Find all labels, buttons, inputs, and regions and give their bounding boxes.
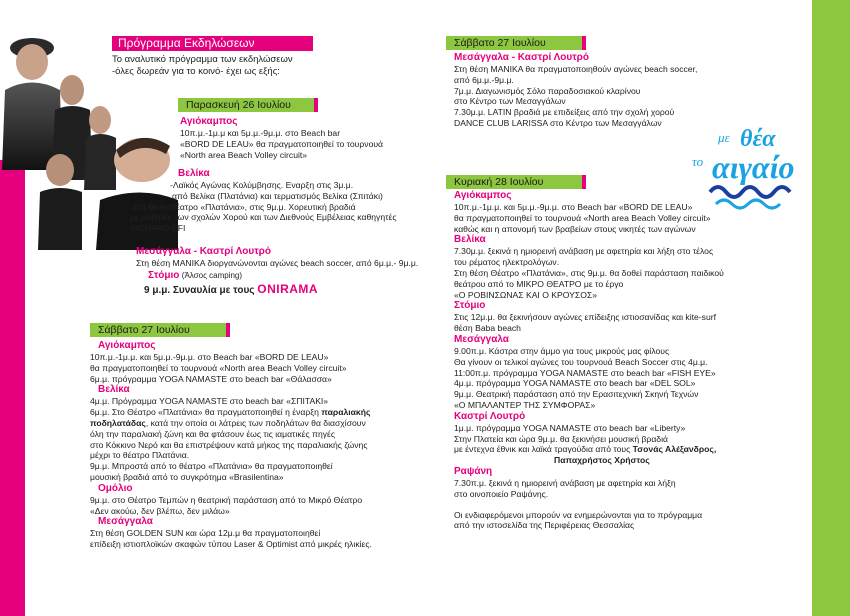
left-day2-loc2-line: , κατά την οποία οι λάτρεις των ποδηλάτων θα διασχίσουν xyxy=(145,417,366,428)
left-day2-loc2-line: μέχρι το θέατρο Πλατάνια. xyxy=(90,450,190,461)
right-day2-loc3-line: θέση Baba beach xyxy=(454,323,521,334)
logo-wave xyxy=(716,200,780,208)
left-day2-loc2-line: στο Κόκκινο Νερό και θα επιστρέψουν κατά μήκος της παραλιακής ζώνης xyxy=(90,439,368,450)
left-day2-loc2-line: όλη την παραλιακή ζώνη και θα φτάσουν έως τις ιαματικές πηγές xyxy=(90,428,335,439)
right-day2-loc4: Μεσάγγαλα xyxy=(454,333,509,345)
right-day2-loc4-line: «Ο ΜΠΑΛΑΝΤΕΡ ΤΗΣ ΣΥΜΦΟΡΑΣ» xyxy=(454,399,596,410)
left-day2-loc3: Ομόλιο xyxy=(98,482,133,494)
right-day2-loc6-line: στο οινοποιείο Ραψάνης. xyxy=(454,488,549,499)
right-day1-heading: Σάββατο 27 Ιουλίου xyxy=(446,36,586,50)
left-day2-loc4-line: επίδειξη ιστιοπλοϊκών σκαφών τύπου Laser & Optimist από μικρές ηλικίες. xyxy=(90,539,372,550)
right-day2-loc3-line: Στις 12μ.μ. θα ξεκινήσουν αγώνες επίδειξης ιστιοσανίδας και kite-surf xyxy=(454,312,716,323)
right-day1-block xyxy=(454,52,697,129)
left-day1-loc2-line: RICHARD-EFI xyxy=(130,223,186,234)
right-day1-loc1-line: DANCE CLUB LARISSA στο Κέντρο των Μεσαγγάλων xyxy=(454,117,662,128)
right-day2-loc2-line: 7.30μ.μ. ξεκινά η ημιορεινή ανάβαση με αφετηρία και λήξη στο τέλος xyxy=(454,246,714,257)
left-day2-loc2-line: 6μ.μ. Στο Θέατρο «Πλατάνια» θα πραγματοποιηθεί η έναρξη xyxy=(90,407,322,418)
left-day2-loc2-line: 9μ.μ. Μπροστά από το θέατρο «Πλατάνια» θα πραγματοποιηθεί xyxy=(90,461,333,472)
left-day1-block xyxy=(180,116,383,160)
right-day2-block xyxy=(454,190,724,531)
left-day1-loc1: Αγιόκαμπος xyxy=(180,116,238,127)
logo-word: αιγαίο xyxy=(712,149,795,185)
onirama-logo: ONIRAMA xyxy=(257,281,319,296)
left-day1-loc2-line: με μαθητές των σχολών Χορού και των Διεθνούς Εμβέλειας καθηγητές xyxy=(130,212,397,223)
right-day2-loc2-line: του ρέματος ηλεκτρολόγων. xyxy=(454,257,560,268)
intro-line-2: -όλες δωρεάν για το κοινό- έχει ως εξής: xyxy=(112,66,280,77)
right-day1-loc1-line: Στη θέση ΜΑΝΙΚΑ θα πραγματοποιηθούν αγώνες beach soccer, xyxy=(454,64,698,74)
right-day2-loc6: Ραψάνη xyxy=(454,465,493,477)
right-day2-loc1-line: θα πραγματοποιηθεί το τουρνουά «North area Beach Volley circuit» xyxy=(454,212,711,223)
left-day2-loc2-line: 4μ.μ. Πρόγραμμα YOGA NAMASTE στο beach bar «ΣΠΙΤΑΚΙ» xyxy=(90,396,329,407)
left-day1-loc3-line: Στη θέση ΜΑΝΙΚΑ διοργανώνονται αγώνες beach soccer, από 6μ.μ.- 9μ.μ. xyxy=(136,258,419,268)
page-title: Πρόγραμμα Εκδηλώσεων xyxy=(112,36,313,51)
right-day1-loc1-line: από 6μ.μ.-9μ.μ. xyxy=(454,74,514,85)
intro-line-1: Το αναλυτικό πρόγραμμα των εκδηλώσεων xyxy=(112,54,293,65)
left-day2-loc2-line: μουσική βραδιά από το συγκρότημα «Brasilentina» xyxy=(90,471,284,482)
right-day2-loc5-line: Στην Πλατεία και ώρα 9μ.μ. θα ξεκινήσει μουσική βραδιά xyxy=(454,433,668,444)
right-day2-loc6-line: 7.30π.μ. ξεκινά η ημιορεινή ανάβαση με αφετηρία και λήξη xyxy=(454,477,676,488)
right-day2-loc4-line: 4μ.μ. πρόγραμμα YOGA NAMASTE στο beach bar «DEL SOL» xyxy=(454,378,696,389)
right-day2-loc2-line: «Ο ΡΟΒΙΝΣΩΝΑΣ ΚΑΙ Ο ΚΡΟΥΣΟΣ» xyxy=(454,289,597,300)
left-day2-loc4-line: Στη θέση GOLDEN SUN και ώρα 12μ.μ θα πραγματοποιηθεί xyxy=(90,528,321,539)
left-day2-loc2-bold: ποδηλατάδας xyxy=(90,417,146,428)
left-day1-loc1-line: «BORD DE LEAU» θα πραγματοποιηθεί το τουρνουά xyxy=(180,138,384,149)
left-day2-loc1-line: 10π.μ.-1μ.μ. και 5μ.μ.-9μ.μ. στο Beach bar «BORD DE LEAU» xyxy=(90,352,329,362)
logo-word: θέα xyxy=(740,126,776,152)
right-day1-loc1-line: στο Κέντρο των Μεσαγγάλων xyxy=(454,96,566,107)
right-day2-loc1: Αγιόκαμπος xyxy=(454,190,512,201)
left-day1-loc3: Μεσάγγαλα - Καστρί Λουτρό xyxy=(136,246,271,257)
right-day2-loc4-line: 9.00π.μ. Κάστρα στην άμμο για τους μικρούς μας φίλους xyxy=(454,345,670,356)
logo-word: το xyxy=(692,154,704,169)
left-day1-heading: Παρασκευή 26 Ιουλίου xyxy=(178,98,318,112)
right-day2-heading: Κυριακή 28 Ιουλίου xyxy=(446,175,586,189)
left-day1-loc4-line: 9 μ.μ. Συναυλία με τους xyxy=(144,284,255,296)
left-day2-loc2: Βελίκα xyxy=(98,384,130,396)
left-day2-loc3-line: «Δεν ακούω, δεν βλέπω, δεν μιλάω» xyxy=(90,505,230,516)
logo-word: με xyxy=(718,130,730,145)
left-day2-loc4: Μεσάγγαλα xyxy=(98,516,153,528)
right-day2-loc5-line: με έντεχνα έθνικ και λαϊκά τραγούδια από τους xyxy=(454,444,633,455)
right-day2-loc1-line: 10π.μ.-1μ.μ. και 5μ.μ.-9μ.μ. στο Beach bar «BORD DE LEAU» xyxy=(454,202,693,212)
right-day1-loc1: Μεσάγγαλα - Καστρί Λουτρό xyxy=(454,52,589,63)
right-day2-loc4-line: Θα γίνουν οι τελικοί αγώνες του τουρνουά Beach Soccer στις 4μ.μ. xyxy=(454,356,708,367)
right-day2-loc1-line: καθώς και η απονομή των βραβείων στους νικητές των αγώνων xyxy=(454,223,696,234)
right-day2-loc2-line: Στη θέση Θέατρο «Πλατάνια», στις 9μ.μ. θα δοθεί παράσταση παιδικού xyxy=(454,267,724,278)
right-day2-loc4-line: 11:00π.μ. πρόγραμμα YOGA NAMASTE στο beach bar «FISH EYE» xyxy=(454,367,716,378)
footer-line: Οι ενδιαφερόμενοι μπορούν να ενημερώνονται για το πρόγραμμα xyxy=(454,509,703,520)
right-day2-loc5: Καστρί Λουτρό xyxy=(454,410,526,422)
intro-text xyxy=(112,54,293,78)
left-day2-heading: Σάββατο 27 Ιουλίου xyxy=(90,323,230,337)
left-day2-loc3-line: 9μ.μ. στο Θέατρο Τεμπών η θεατρική παράσταση από το Μικρό Θέατρο xyxy=(90,494,363,505)
right-day2-loc2-line: θεάτρου από το ΜΙΚΡΟ ΘΕΑΤΡΟ με το έργο xyxy=(454,278,624,289)
left-day1-loc1-line: «North area Beach Volley circuit» xyxy=(180,149,308,160)
right-day2-loc2: Βελίκα xyxy=(454,234,486,246)
left-day1-loc4: Στόμιο xyxy=(148,269,180,281)
left-day1-loc2: Βελίκα xyxy=(178,168,210,179)
left-day1-loc2-line: από Βελίκα (Πλατάνια) και τερματισμός Βελίκα (Σπιτάκι) xyxy=(172,190,383,201)
right-day2-loc5-line: 1μ.μ. πρόγραμμα YOGA NAMASTE στο beach bar «Liberty» xyxy=(454,422,686,433)
left-day1-loc2-line: -Λαϊκός Αγώνας Κολύμβησης. Εναρξη στις 3μ.μ. xyxy=(170,180,354,190)
left-day2-loc1-line: 6μ.μ. πρόγραμμα YOGA NAMASTE στο beach bar «Θάλασσα» xyxy=(90,373,332,384)
right-day2-loc4-line: 9μ.μ. Θεατρική παράσταση από την Ερασιτεχνική Σκηνή Τεχνών xyxy=(454,389,699,400)
right-day1-loc1-line: 7.30μ.μ. LATIN βραδιά με επιδείξεις από την σχολή χορού xyxy=(454,107,675,118)
left-day1-block3 xyxy=(136,246,418,298)
right-day2-loc5-bold: Τσονάς Αλέξανδρος, xyxy=(632,444,717,455)
left-day2-loc1-line: θα πραγματοποιηθεί το τουρνουά «North area Beach Volley circuit» xyxy=(90,362,347,373)
left-day1-loc1-line: 10π.μ.-1μ.μ και 5μ.μ.-9μ.μ. στο Beach bar xyxy=(180,128,341,138)
green-side-bar xyxy=(812,0,850,616)
left-day1-loc4-sub: (Άλσος camping) xyxy=(181,270,243,280)
left-day2-block xyxy=(90,340,372,550)
right-day2-loc5-bold: Παπαχρήστος Χρήστος xyxy=(554,455,650,466)
left-day1-block2 xyxy=(130,168,396,234)
right-day1-loc1-line: 7μ.μ. Διαγωνισμός Σόλο παραδοσιακού κλαρίνου xyxy=(454,85,641,96)
footer-line: από την ιστοσελίδα της Περιφέρειας Θεσσαλίας xyxy=(454,520,635,531)
left-day1-loc2-line: -Στη θέση Θέατρο «Πλατάνια», στις 9μ.μ. Χορευτική βραδιά xyxy=(130,201,356,212)
right-day2-loc3: Στόμιο xyxy=(454,300,486,312)
left-day2-loc2-bold: παραλιακής xyxy=(321,407,371,418)
left-day2-loc1: Αγιόκαμπος xyxy=(98,340,156,351)
